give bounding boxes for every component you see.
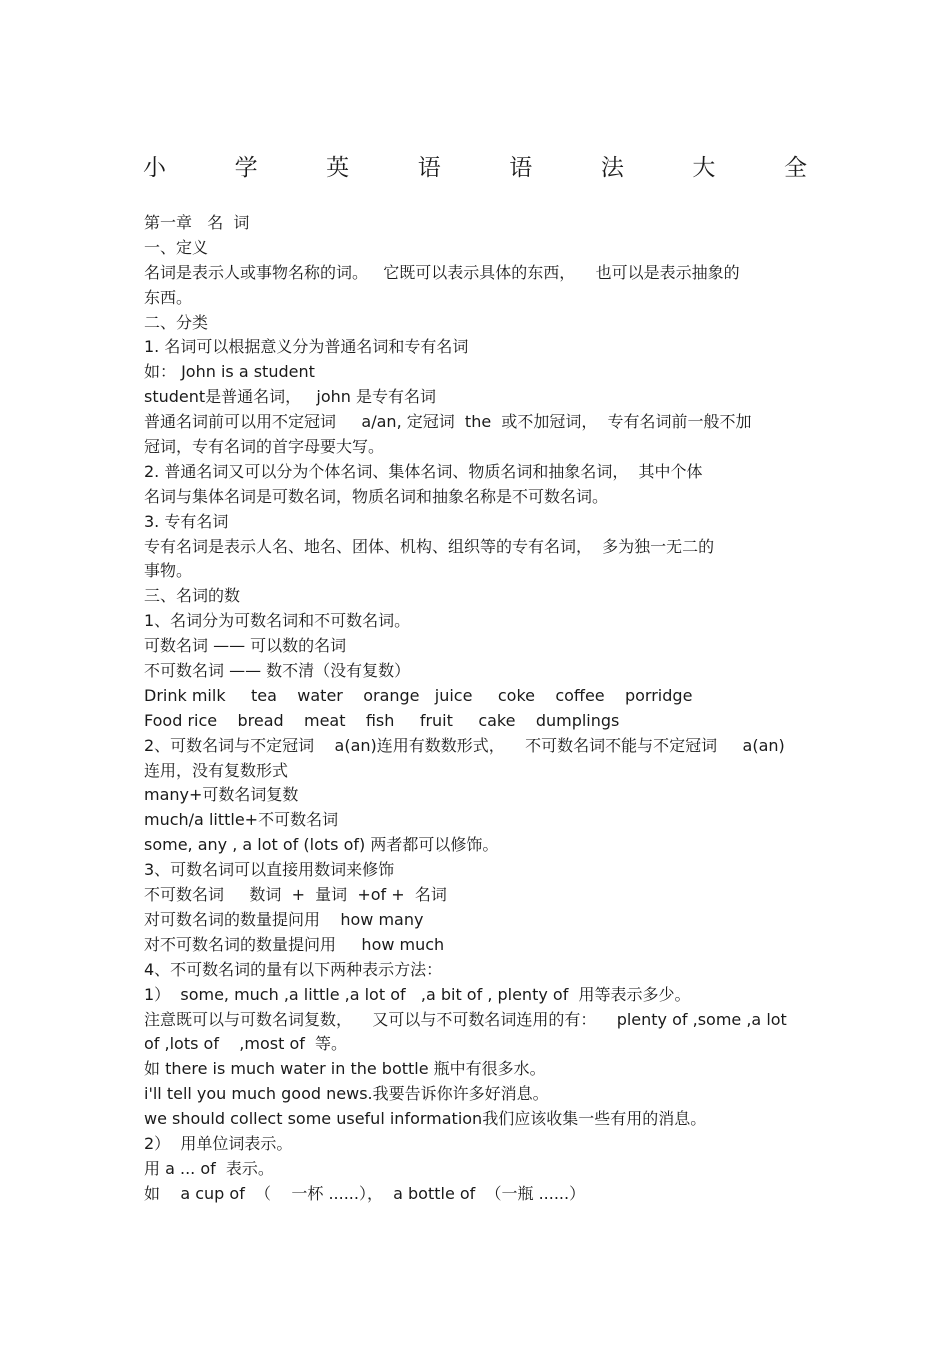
paragraph-line: 冠词，专有名词的首字母要大写。 xyxy=(144,437,385,457)
title-char: 英 xyxy=(326,154,350,181)
paragraph-line: 3、可数名词可以直接用数词来修饰 xyxy=(144,860,395,880)
example-line: Drink milk tea water orange juice coke coffee porridge xyxy=(144,685,693,705)
title-char: 全 xyxy=(783,154,807,181)
section-heading: 一、定义 xyxy=(144,237,209,257)
page-title xyxy=(143,148,807,182)
title-char: 语 xyxy=(509,154,533,181)
example-line: i'll tell you much good news.我要告诉你许多好消息。 xyxy=(144,1084,549,1104)
paragraph-line: 不可数名词 数词 + 量词 +of + 名词 xyxy=(144,885,447,905)
title-char: 法 xyxy=(600,154,624,181)
paragraph-line: 名词是表示人或事物名称的词。 它既可以表示具体的东西， 也可以是表示抽象的 xyxy=(144,262,740,282)
paragraph-line: some, any , a lot of (lots of) 两者都可以修饰。 xyxy=(144,835,499,855)
paragraph-line: 注意既可以与可数名词复数， 又可以与不可数名词连用的有： plenty of ,some ,a lot xyxy=(144,1009,787,1029)
section-heading: 二、分类 xyxy=(144,312,209,332)
paragraph-line: 如： John is a student xyxy=(144,362,315,382)
paragraph-line: 3. 专有名词 xyxy=(144,511,229,531)
paragraph-line: 事物。 xyxy=(144,561,193,581)
chapter-heading: 第一章 名 词 xyxy=(144,213,250,232)
paragraph-line: 2） 用单位词表示。 xyxy=(144,1133,293,1153)
paragraph-line: 对不可数名词的数量提问用 how much xyxy=(144,934,445,954)
title-char: 学 xyxy=(234,154,258,181)
paragraph-line: 用 a ... of 表示。 xyxy=(144,1158,274,1178)
paragraph-line: 东西。 xyxy=(144,287,193,307)
document-body xyxy=(144,211,812,1207)
paragraph-line: 连用，没有复数形式 xyxy=(144,760,289,780)
paragraph-line: 1. 名词可以根据意义分为普通名词和专有名词 xyxy=(144,337,469,357)
paragraph-line: student是普通名词， john 是专有名词 xyxy=(144,387,437,407)
paragraph-line: 对可数名词的数量提问用 how many xyxy=(144,909,424,929)
example-line: Food rice bread meat fish fruit cake dumplings xyxy=(144,710,620,730)
title-char: 大 xyxy=(692,154,716,181)
paragraph-line: 2、可数名词与不定冠词 a(an)连用有数数形式， 不可数名词不能与不定冠词 a(an) xyxy=(144,735,785,755)
paragraph-line: 专有名词是表示人名、地名、团体、机构、组织等的专有名词， 多为独一无二的 xyxy=(144,536,715,556)
paragraph-line: 可数名词 —— 可以数的名词 xyxy=(144,636,347,656)
paragraph-line: 1、名词分为可数名词和不可数名词。 xyxy=(144,611,411,631)
example-line: we should collect some useful information我们应该收集一些有用的消息。 xyxy=(144,1109,707,1129)
paragraph-line: 不可数名词 —— 数不清（没有复数） xyxy=(144,661,411,681)
example-line: 如 there is much water in the bottle 瓶中有很多水。 xyxy=(144,1059,546,1079)
title-char: 语 xyxy=(417,154,441,181)
paragraph-line: of ,lots of ,most of 等。 xyxy=(144,1034,348,1054)
paragraph-line: much/a little+不可数名词 xyxy=(144,810,339,830)
example-line: 如 a cup of （ 一杯 ......）， a bottle of （一瓶 ......） xyxy=(144,1183,586,1203)
paragraph-line: 2. 普通名词又可以分为个体名词、集体名词、物质名词和抽象名词， 其中个体 xyxy=(144,461,703,481)
section-heading: 三、名词的数 xyxy=(144,586,241,606)
paragraph-line: 普通名词前可以用不定冠词 a/an, 定冠词 the 或不加冠词， 专有名词前一般不加 xyxy=(144,412,752,432)
paragraph-line: many+可数名词复数 xyxy=(144,785,299,805)
title-char: 小 xyxy=(143,154,166,181)
paragraph-line: 4、不可数名词的量有以下两种表示方法： xyxy=(144,959,443,979)
paragraph-line: 名词与集体名词是可数名词，物质名词和抽象名称是不可数名词。 xyxy=(144,486,609,506)
paragraph-line: 1） some, much ,a little ,a lot of ,a bit of , plenty of 用等表示多少。 xyxy=(144,984,691,1004)
